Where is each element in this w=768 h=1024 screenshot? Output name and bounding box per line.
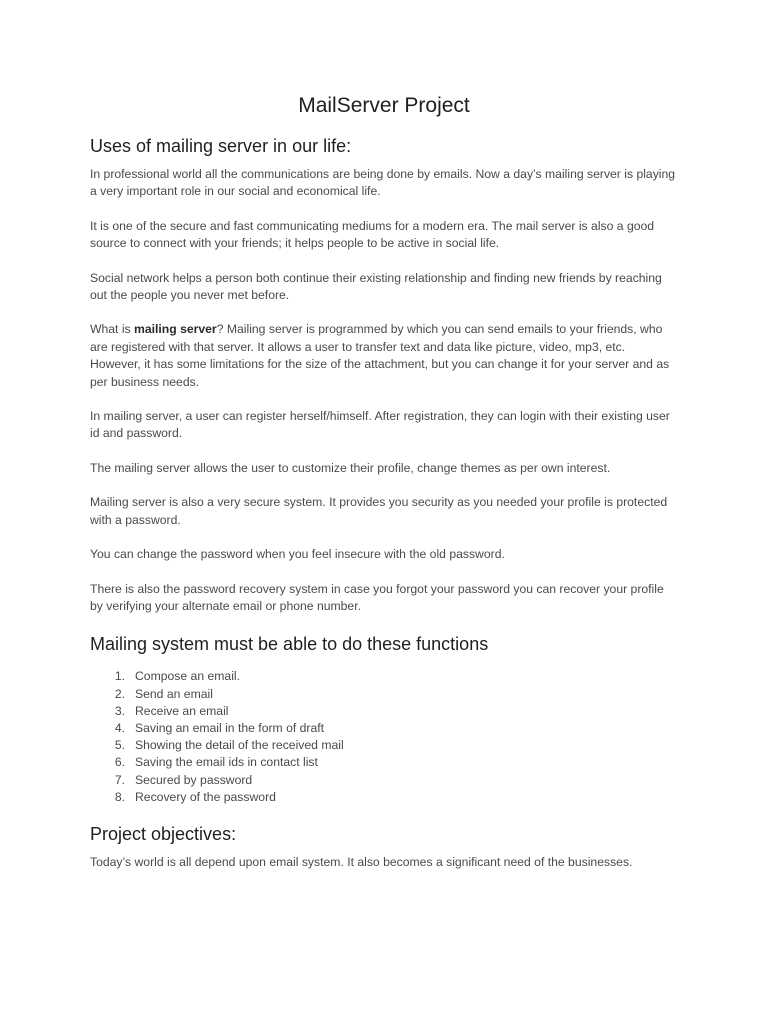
list-item xyxy=(90,772,678,789)
paragraph: In mailing server, a user can register herself/himself. After registration, they can login with their existing user id and password. xyxy=(90,409,670,441)
bold-term: mailing server xyxy=(134,322,217,337)
list-text: Send an email xyxy=(135,686,213,701)
list-item xyxy=(90,703,678,720)
paragraph-text: What is xyxy=(90,322,135,337)
paragraph-what-is-mailing-server xyxy=(90,321,678,391)
section-heading-objectives: Project objectives: xyxy=(90,823,237,844)
list-text: Secured by password xyxy=(135,772,253,787)
list-item xyxy=(90,668,678,685)
list-number: 1. xyxy=(114,669,125,684)
paragraph: It is one of the secure and fast communicating mediums for a modern era. The mail server is also a good source to connect with your friends; it helps people to be active in social life. xyxy=(90,218,655,251)
paragraph: Mailing server is also a very secure system. It provides you security as you needed your profile is protected with a password. xyxy=(90,495,668,527)
paragraph: The mailing server allows the user to customize their profile, change themes as per own interest. xyxy=(90,460,611,475)
paragraph: Social network helps a person both continue their existing relationship and finding new friends by reaching out the people you never met before. xyxy=(90,270,662,303)
paragraph: There is also the password recovery system in case you forgot your password you can recover your profile by verifying your alternate email or phone number. xyxy=(90,581,664,613)
list-item xyxy=(90,737,678,754)
list-text: Showing the detail of the received mail xyxy=(135,738,344,753)
list-item xyxy=(90,754,678,771)
list-text: Receive an email xyxy=(135,703,229,718)
list-number: 2. xyxy=(114,686,125,701)
list-number: 3. xyxy=(114,703,125,718)
paragraph: In professional world all the communications are being done by emails. Now a day’s mailing server is playing a very important role in our social and economical life. xyxy=(90,167,676,199)
list-number: 5. xyxy=(114,738,125,753)
list-number: 6. xyxy=(114,755,125,770)
list-text: Compose an email. xyxy=(135,669,240,684)
list-text: Saving an email in the form of draft xyxy=(135,720,325,735)
list-item xyxy=(90,686,678,703)
functions-list xyxy=(90,668,678,806)
list-item xyxy=(90,720,678,737)
list-item xyxy=(90,789,678,806)
list-text: Saving the email ids in contact list xyxy=(135,755,318,770)
document-title: MailServer Project xyxy=(298,94,470,117)
section-heading-functions: Mailing system must be able to do these functions xyxy=(90,634,489,655)
list-number: 7. xyxy=(114,772,125,787)
list-number: 8. xyxy=(114,789,125,804)
paragraph: Today’s world is all depend upon email system. It also becomes a significant need of the businesses. xyxy=(90,854,633,869)
section-heading-uses: Uses of mailing server in our life: xyxy=(90,136,352,156)
paragraph: You can change the password when you feel insecure with the old password. xyxy=(90,547,505,562)
paragraph-text: ? Mailing server is programmed by which you can send emails to your friends, who are registered with that server. It allows a user to transfer text and data like picture, video, mp3, etc. However, it has some limitations for the size of the attachment, but you can change it for your server and as per business needs. xyxy=(90,322,670,389)
list-number: 4. xyxy=(114,720,125,735)
list-text: Recovery of the password xyxy=(135,789,276,804)
